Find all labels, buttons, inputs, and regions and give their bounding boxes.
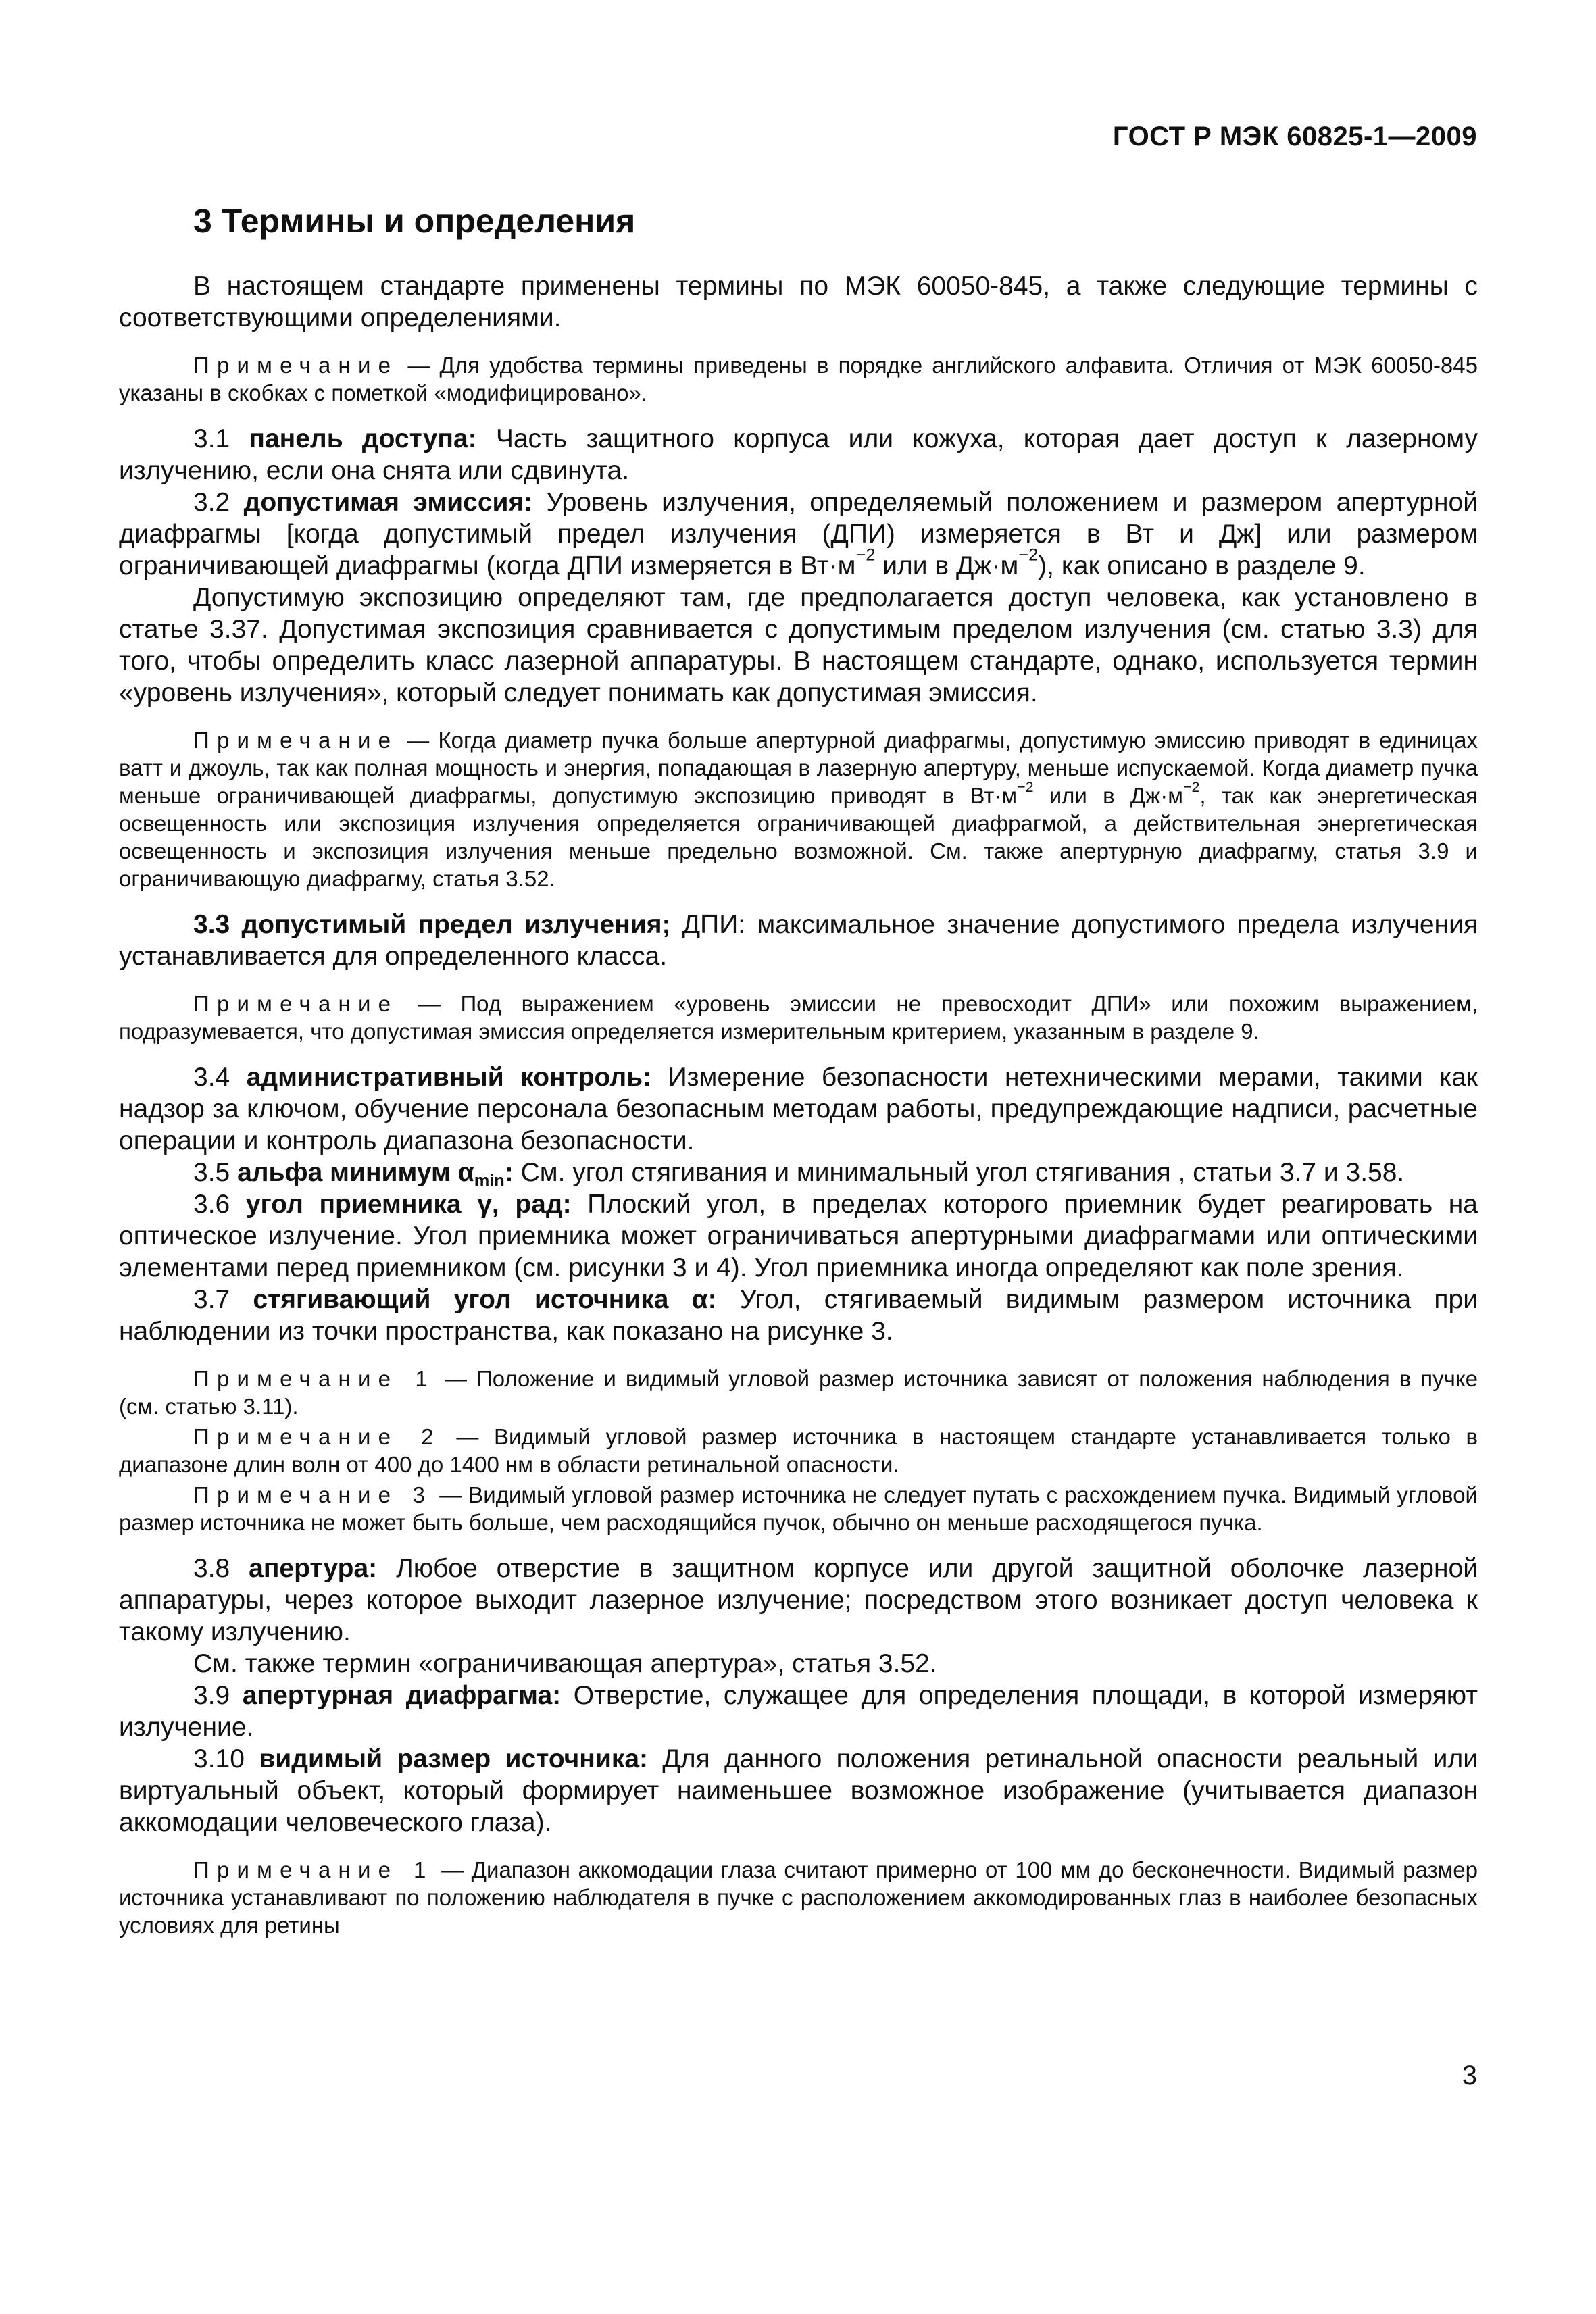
term-number: 3.8 xyxy=(193,1554,249,1583)
note-label: Примечание xyxy=(193,991,399,1016)
page-number: 3 xyxy=(1462,2061,1477,2090)
term-name-text: альфа минимум α xyxy=(237,1158,474,1187)
note-label: Примечание xyxy=(193,353,399,378)
note-label: Примечание 1 xyxy=(193,1366,435,1391)
note-intro xyxy=(119,351,1478,407)
term-number: 3.1 xyxy=(193,424,249,453)
note-label: Примечание 1 xyxy=(193,1857,434,1882)
term-definition: Уровень излучения, определяемый положением и размером апертурной диафрагмы [когда допустимый предел излучения (ДПИ) измеряется в Вт и Дж] или размером ограничивающей диафрагмы (когда ДПИ измеряется в Вт·м xyxy=(119,488,1478,580)
term-number: 3.10 xyxy=(193,1744,259,1774)
document-header: ГОСТ Р МЭК 60825-1—2009 xyxy=(1112,122,1477,151)
note-text: — Видимый угловой размер источника не следует путать с расхождением пучка. Видимый угловой размер источника не может быть больше, чем расходящийся пучок, обычно он меньше расходящегося пучка. xyxy=(119,1482,1478,1535)
term-3-1 xyxy=(119,423,1478,486)
term-definition: Измерение безопасности нетехническими мерами, такими как надзор за ключом, обучение персонала безопасным методам работы, предупреждающие надписи, расчетные операции и контроль диапазона безопасности. xyxy=(119,1063,1478,1155)
term-definition: ДПИ: максимальное значение допустимого предела излучения устанавливается для определенного класса. xyxy=(119,910,1478,971)
term-number: 3.7 xyxy=(193,1285,253,1314)
note-label: Примечание 2 xyxy=(193,1424,441,1449)
term-definition: Угол, стягиваемый видимым размером источника при наблюдении из точки пространства, как показано на рисунке 3. xyxy=(119,1285,1478,1346)
note-text: — Под выражением «уровень эмиссии не превосходит ДПИ» или похожим выражением, подразумевается, что допустимая эмиссия определяется измерительным критерием, указанным в разделе 9. xyxy=(119,991,1478,1044)
note-text: — Для удобства термины приведены в порядке английского алфавита. Отличия от МЭК 60050-845 указаны в скобках с пометкой «модифицировано». xyxy=(119,353,1478,405)
term-name: апертурная диафрагма: xyxy=(242,1681,562,1710)
note-label: Примечание 3 xyxy=(193,1482,433,1507)
section-title: 3 Термины и определения xyxy=(193,202,636,240)
term-3-2-paragraph-2: Допустимую экспозицию определяют там, где предполагается доступ человека, как установлено в статье 3.37. Допустимая экспозиция сравнивается с допустимым пределом излучения (см. статью 3.3) для того, чтобы определить класс лазерной аппаратуры. В настоящем стандарте, однако, используется термин «уровень излучения», который следует понимать как допустимая эмиссия. xyxy=(119,583,1478,707)
term-3-6 xyxy=(119,1188,1478,1284)
note-text: — Когда диаметр пучка больше апертурной диафрагмы, допустимую эмиссию приводят в единицах ватт и джоуль, так как полная мощность и энергия, попадающая в лазерную апертуру, меньше испускаемой. Когда диаметр пучка меньше ограничивающей диафрагмы, допустимую экспозицию приводят в Вт·м xyxy=(119,728,1478,808)
note-text: — Положение и видимый угловой размер источника зависят от положения наблюдения в пучке (см. статью 3.11). xyxy=(119,1366,1478,1419)
intro-paragraph: В настоящем стандарте применены термины по МЭК 60050-845, а также следующие термины с соответствующими определениями. xyxy=(119,272,1478,332)
term-definition: См. угол стягивания и минимальный угол стягивания , статьи 3.7 и 3.58. xyxy=(513,1158,1405,1187)
term-3-9 xyxy=(119,1680,1478,1743)
note-3-3 xyxy=(119,990,1478,1045)
term-name: угол приемника γ, рад: xyxy=(245,1190,572,1219)
term-3-8-paragraph-2: См. также термин «ограничивающая апертура», статья 3.52. xyxy=(193,1649,937,1678)
term-definition: ), как описано в разделе 9. xyxy=(1038,551,1366,580)
note-label: Примечание xyxy=(193,728,399,753)
note-3-2 xyxy=(119,726,1478,892)
term-colon: : xyxy=(504,1158,514,1187)
term-3-5 xyxy=(119,1157,1478,1188)
term-name: административный контроль: xyxy=(246,1063,652,1092)
term-name: 3.3 допустимый предел излучения; xyxy=(193,910,671,939)
term-name: панель доступа: xyxy=(249,424,477,453)
term-name xyxy=(237,1158,514,1190)
note-3-7-1 xyxy=(119,1365,1478,1420)
term-definition: Плоский угол, в пределах которого приемник будет реагировать на оптическое излучение. Угол приемника может ограничиваться апертурными диафрагмами или оптическими элементами перед приемником (см. рисунки 3 и 4). Угол приемника иногда определяют как поле зрения. xyxy=(119,1190,1478,1282)
superscript: −2 xyxy=(855,545,876,565)
document-body xyxy=(119,270,1478,1939)
term-definition: или в Дж·м xyxy=(875,551,1019,580)
term-definition: Часть защитного корпуса или кожуха, которая дает доступ к лазерному излучению, если она снята или сдвинута. xyxy=(119,424,1478,485)
term-name: видимый размер источника: xyxy=(259,1744,649,1774)
term-definition: Отверстие, служащее для определения площади, в которой измеряют излучение. xyxy=(119,1681,1478,1742)
term-name: апертура: xyxy=(249,1554,378,1583)
term-definition: Любое отверстие в защитном корпусе или другой защитной оболочке лазерной аппаратуры, через которое выходит лазерное излучение; посредством этого возникает доступ человека к такому излучению. xyxy=(119,1554,1478,1646)
term-name: стягивающий угол источника α: xyxy=(253,1285,717,1314)
note-3-10-1 xyxy=(119,1856,1478,1939)
term-3-8 xyxy=(119,1553,1478,1648)
term-3-3 xyxy=(119,909,1478,972)
term-definition: Для данного положения ретинальной опасности реальный или виртуальный объект, который формирует наименьшее возможное изображение (учитывается диапазон аккомодации человеческого глаза). xyxy=(119,1744,1478,1837)
note-text: , так как энергетическая освещенность или экспозиция излучения определяется ограничивающей диафрагмой, а действительная энергетическая освещенность и экспозиция излучения меньше предельно возможной. См. также апертурную диафрагму, статья 3.9 и ограничивающую диафрагму, статья 3.52. xyxy=(119,783,1478,891)
superscript: −2 xyxy=(1182,778,1200,795)
superscript: −2 xyxy=(1018,545,1039,565)
note-text: — Видимый угловой размер источника в настоящем стандарте устанавливается только в диапазоне длин волн от 400 до 1400 нм в области ретинальной опасности. xyxy=(119,1424,1478,1477)
note-text: или в Дж·м xyxy=(1033,783,1183,808)
note-3-7-2 xyxy=(119,1423,1478,1478)
term-3-10 xyxy=(119,1743,1478,1838)
term-number: 3.5 xyxy=(193,1158,238,1187)
term-3-2 xyxy=(119,486,1478,582)
term-number: 3.6 xyxy=(193,1190,246,1219)
term-number: 3.4 xyxy=(193,1063,247,1092)
subscript: min xyxy=(474,1171,505,1190)
term-number: 3.9 xyxy=(193,1681,243,1710)
term-number: 3.2 xyxy=(193,488,244,517)
note-3-7-3 xyxy=(119,1481,1478,1536)
superscript: −2 xyxy=(1017,778,1034,795)
term-name: допустимая эмиссия: xyxy=(243,488,533,517)
note-text: — Диапазон аккомодации глаза считают примерно от 100 мм до бесконечности. Видимый размер источника устанавливают по положению наблюдателя в пучке с расположением аккомодированных глаз в наиболее безопасных условиях для ретины xyxy=(119,1857,1478,1938)
term-3-7 xyxy=(119,1284,1478,1347)
term-3-4 xyxy=(119,1061,1478,1157)
